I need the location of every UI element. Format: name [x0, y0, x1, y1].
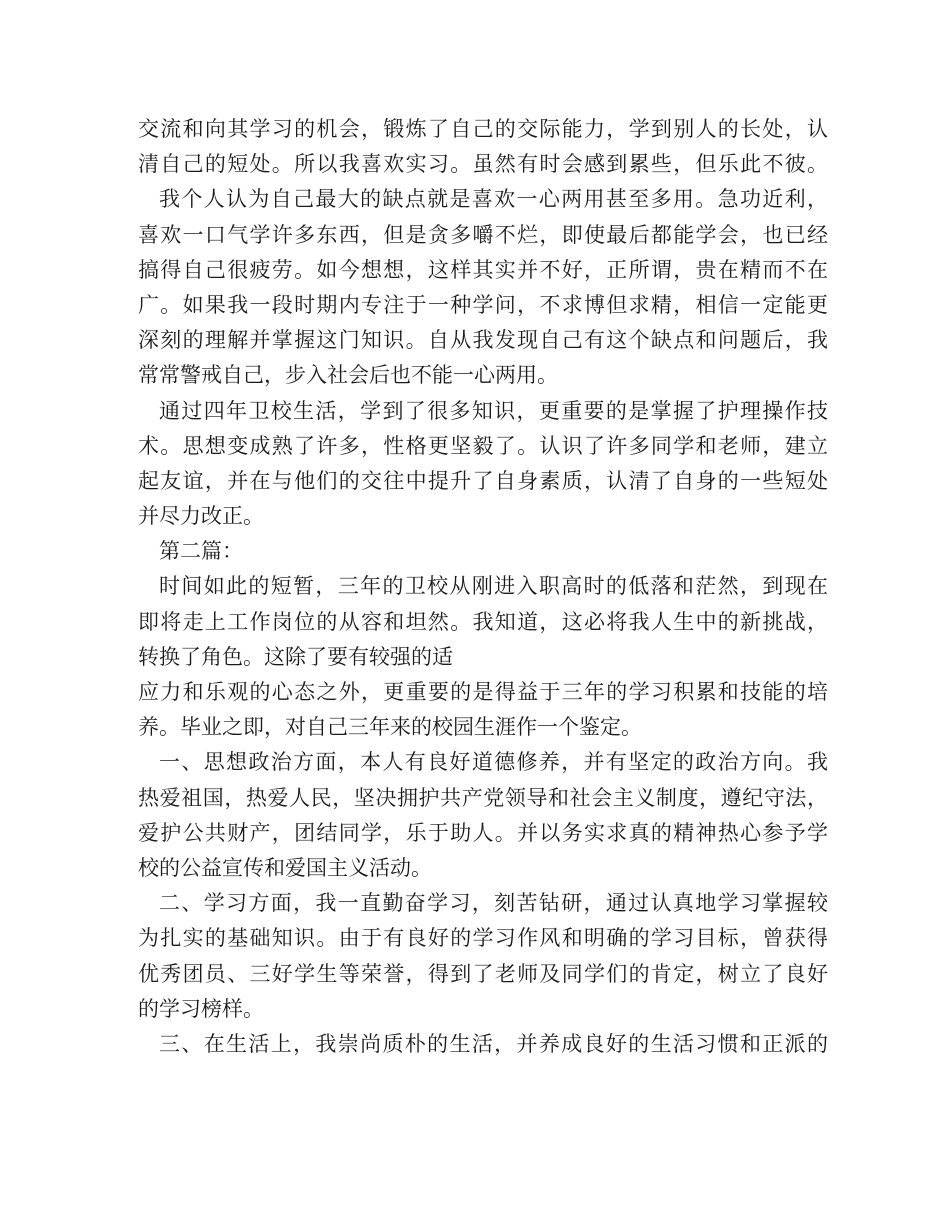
- text-line: 时间如此的短暂，三年的卫校从刚进入职高时的低落和茫然，到现在: [159, 574, 828, 599]
- text-line: 搞得自己很疲劳。如今想想，这样其实并不好，正所谓，贵在精而不在: [138, 257, 828, 282]
- text-line: 深刻的理解并掌握这门知识。自从我发现自己有这个缺点和问题后，我: [138, 328, 828, 353]
- text-line: 爱护公共财产，团结同学，乐于助人。并以务实求真的精神热心参予学: [138, 820, 828, 845]
- text-line: 常常警戒自己，步入社会后也不能一心两用。: [138, 363, 558, 388]
- text-line: 即将走上工作岗位的从容和坦然。我知道，这必将我人生中的新挑战，: [138, 609, 828, 634]
- text-line: 为扎实的基础知识。由于有良好的学习作风和明确的学习目标，曾获得: [138, 926, 828, 951]
- text-line: 三、在生活上，我崇尚质朴的生活，并养成良好的生活习惯和正派的: [159, 1031, 828, 1056]
- text-line: 术。思想变成熟了许多，性格更坚毅了。认识了许多同学和老师，建立: [138, 433, 828, 458]
- text-line: 交流和向其学习的机会，锻炼了自己的交际能力，学到别人的长处，认: [138, 117, 828, 141]
- text-line: 起友谊，并在与他们的交往中提升了自身素质，认清了自身的一些短处: [138, 468, 828, 493]
- text-line: 清自己的短处。所以我喜欢实习。虽然有时会感到累些，但乐此不彼。: [138, 152, 828, 177]
- text-line: 并尽力改正。: [138, 504, 264, 529]
- text-line: 的学习榜样。: [138, 996, 264, 1021]
- text-line: 养。毕业之即，对自己三年来的校园生涯作一个鉴定。: [138, 715, 642, 740]
- text-line: 优秀团员、三好学生等荣誉，得到了老师及同学们的肯定，树立了良好: [138, 961, 828, 986]
- section-heading: 第二篇：: [159, 539, 243, 564]
- text-line: 应力和乐观的心态之外，更重要的是得益于三年的学习积累和技能的培: [138, 680, 828, 704]
- text-line: 喜欢一口气学许多东西，但是贪多嚼不烂，即使最后都能学会，也已经: [138, 222, 828, 247]
- text-line: 热爱祖国，热爱人民，坚决拥护共产党领导和社会主义制度，遵纪守法，: [138, 785, 828, 810]
- text-line: 广。如果我一段时期内专注于一种学问，不求博但求精，相信一定能更: [138, 292, 828, 317]
- document-body: [138, 112, 828, 1062]
- text-line: 一、思想政治方面，本人有良好道德修养，并有坚定的政治方向。我: [159, 750, 828, 775]
- text-line: 转换了角色。这除了要有较强的适: [138, 644, 453, 669]
- text-line: 通过四年卫校生活，学到了很多知识，更重要的是掌握了护理操作技: [159, 398, 828, 423]
- text-line: 二、学习方面，我一直勤奋学习，刻苦钻研，通过认真地学习掌握较: [159, 891, 828, 916]
- text-line: 我个人认为自己最大的缺点就是喜欢一心两用甚至多用。急功近利，: [159, 187, 828, 212]
- text-line: 校的公益宣传和爱国主义活动。: [138, 855, 432, 880]
